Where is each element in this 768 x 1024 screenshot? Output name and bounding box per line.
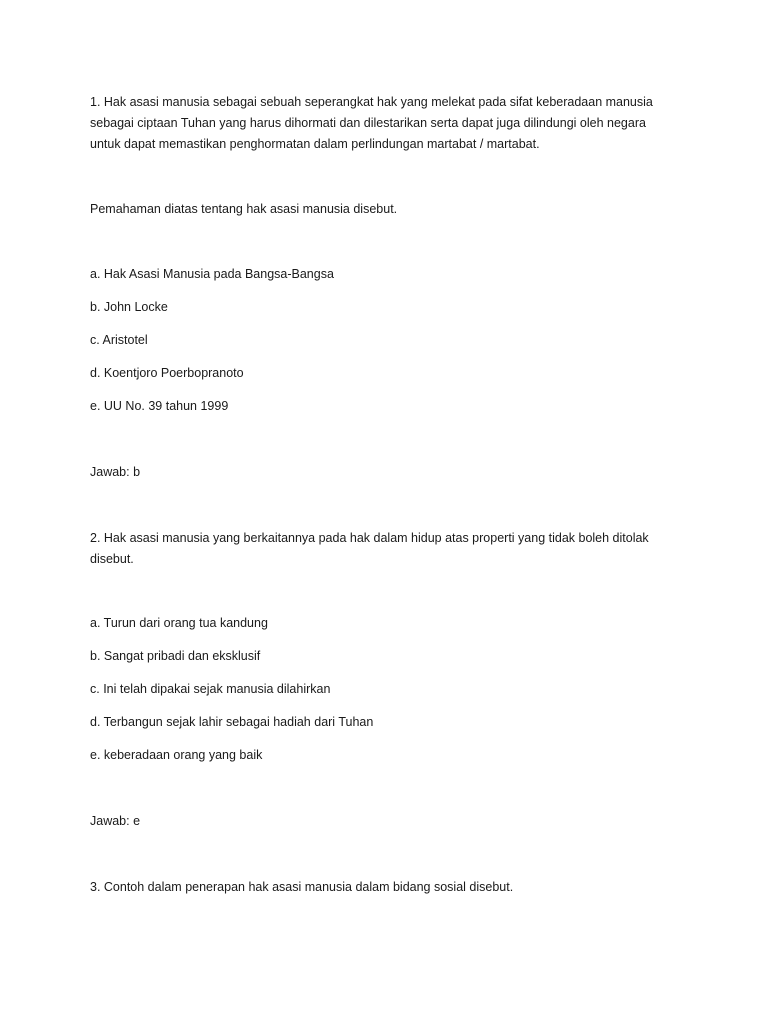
question-1-line-2: sebagai ciptaan Tuhan yang harus dihormati dan dilestarikan serta dapat juga dilindungi oleh negara <box>90 116 646 130</box>
question-2-line-2: disebut. <box>90 552 134 566</box>
question-1-prompt: Pemahaman diatas tentang hak asasi manusia disebut. <box>90 202 398 216</box>
question-2-option-e: e. keberadaan orang yang baik <box>90 748 263 762</box>
question-1-option-a: a. Hak Asasi Manusia pada Bangsa-Bangsa <box>90 267 334 281</box>
question-1-option-c: c. Aristotel <box>90 333 148 347</box>
question-1-line-3: untuk dapat memastikan penghormatan dalam perlindungan martabat / martabat. <box>90 137 540 151</box>
question-2-option-a: a. Turun dari orang tua kandung <box>90 616 268 630</box>
question-2-option-d: d. Terbangun sejak lahir sebagai hadiah dari Tuhan <box>90 715 374 729</box>
question-3-line-1: 3. Contoh dalam penerapan hak asasi manusia dalam bidang sosial disebut. <box>90 880 514 894</box>
question-2-option-b: b. Sangat pribadi dan eksklusif <box>90 649 261 663</box>
question-1-answer: Jawab: b <box>90 465 141 479</box>
question-2-option-c: c. Ini telah dipakai sejak manusia dilahirkan <box>90 682 331 696</box>
question-1-option-e: e. UU No. 39 tahun 1999 <box>90 399 229 413</box>
question-1-option-d: d. Koentjoro Poerbopranoto <box>90 366 244 380</box>
question-2-line-1: 2. Hak asasi manusia yang berkaitannya pada hak dalam hidup atas properti yang tidak boleh ditolak <box>90 531 649 545</box>
question-2-answer: Jawab: e <box>90 814 141 828</box>
question-1-line-1: 1. Hak asasi manusia sebagai sebuah seperangkat hak yang melekat pada sifat keberadaan manusia <box>90 95 653 109</box>
question-1-option-b: b. John Locke <box>90 300 168 314</box>
